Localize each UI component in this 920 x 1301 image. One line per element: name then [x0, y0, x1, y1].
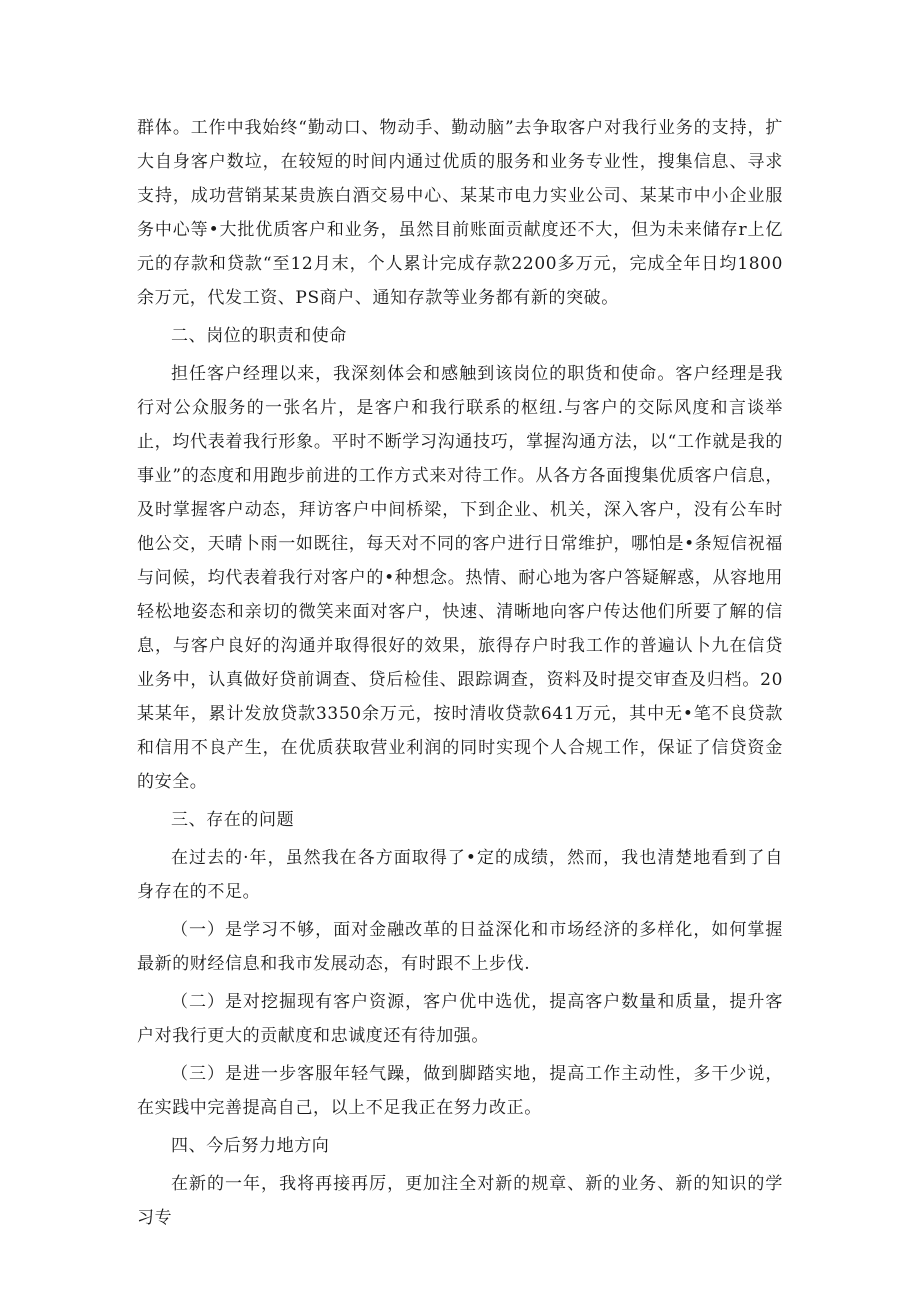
paragraph-direction: 在新的一年，我将再接再厉，更加注全对新的规章、新的业务、新的知识的学习专: [137, 1174, 783, 1228]
paragraph-intro: 群体。工作中我始终“勤动口、物动手、勤动脑”去争取客户对我行业务的支持，扩大自身客户数垃，在较短的时间内通过优质的服务和业务专业性，搜集信息、寻求支持，成功营销某某贵族白酒交易中心、某某市电力实业公司、某某市中小企业服务中心等•大批优质客户和业务，虽然目前账面贡献度还不大，但为未来储存r上亿元的存款和贷款“至12月末，个人累计完成存款2200多万元，完成全年日均1800余万元，代发工资、PS商户、通知存款等业务都有新的突破。: [137, 118, 783, 308]
paragraph-problems: 在过去的·年，虽然我在各方面取得了•定的成绩，然而，我也清楚地看到了自身存在的不足。: [137, 848, 783, 902]
document-body: [137, 111, 783, 1235]
list-item-problem-3: （三）是进一步客服年轻气躁，做到脚踏实地，提高工作主动性，多干少说，在实践中完善提高自己，以上不足我正在努力改正。: [137, 1064, 783, 1118]
list-item-problem-1: （一）是学习不够，面对金融改革的日益深化和市场经济的多样化，如何掌握最新的财经信息和我市发展动态，有时跟不上步伐.: [137, 920, 783, 974]
section-heading-duties: 二、岗位的职责和使命: [171, 326, 347, 346]
list-item-problem-2: （二）是对挖掘现有客户资源，客户优中选优，提高客户数量和质量，提升客户对我行更大的贡献度和忠诚度还有待加强。: [137, 992, 783, 1046]
section-heading-direction: 四、今后努力地方向: [171, 1136, 330, 1156]
paragraph-duties: 担任客户经理以来，我深刻体会和感触到该岗位的职货和使命。客户经理是我行对公众服务的一张名片，是客户和我行联系的枢纽.与客户的交际风度和言谈举止，均代表着我行形象。平时不断学习沟通技巧，掌握沟通方法，以“工作就是我的事业”的态度和用跑步前进的工作方式来对待工作。从各方各面搜集优质客户信息，及时掌握客户动态，拜访客户中间桥梁，下到企业、机关，深入客户，没有公车时他公交，天晴卜雨一如既往，每天对不同的客户进行日常维护，哪怕是•条短信祝福与问候，均代表着我行对客户的•种想念。热情、耐心地为客户答疑解惑，从容地用轻松地姿态和亲切的微笑来面对客户，快速、清晰地向客户传达他们所要了解的信息，与客户良好的沟通并取得很好的效果，旅得存户时我工作的普遍认卜九在信贷业务中，认真做好贷前调查、贷后检佳、跟踪调查，资料及时提交审查及归档。20某某年，累计发放贷款3350余万元，按时清收贷款641万元，其中无•笔不良贷款和信用不良产生，在优质获取营业利润的同时实现个人合规工作，保证了信贷资金的安全。: [137, 364, 783, 792]
section-heading-problems: 三、存在的问题: [171, 810, 295, 830]
